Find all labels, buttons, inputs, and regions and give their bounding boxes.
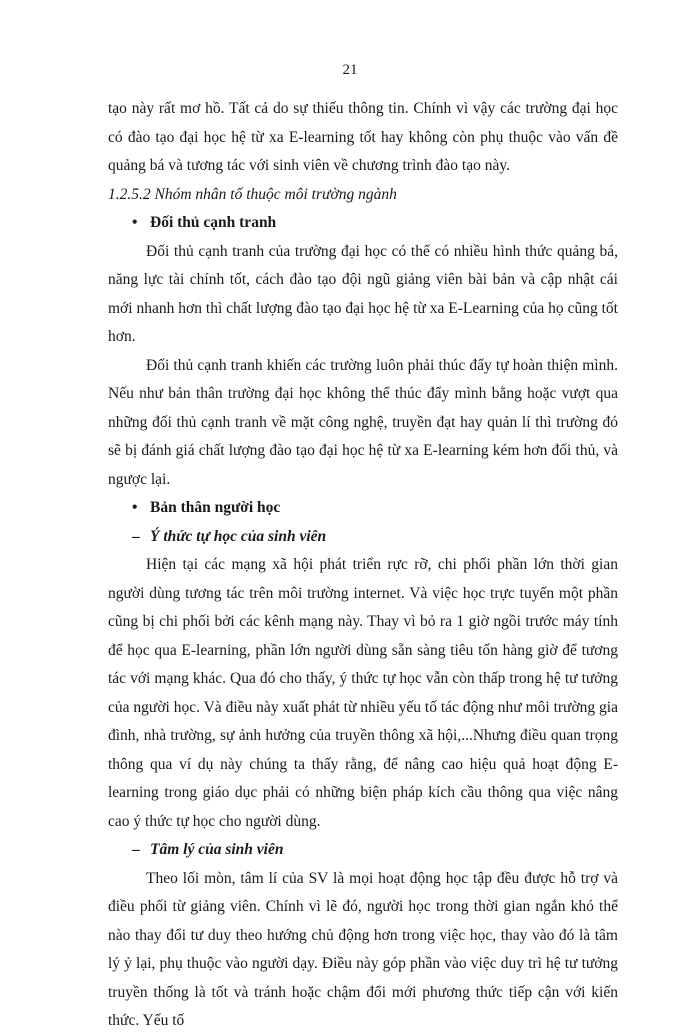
paragraph-intro: tạo này rất mơ hồ. Tất cả do sự thiếu thông tin. Chính vì vậy các trường đại học có đào tạo đại học hệ từ xa E-learning tốt hay không còn phụ thuộc vào vấn đề quảng bá và tương tác với sinh viên về chương trình đào tạo này. [108,100,618,174]
paragraph-selfstudy: Hiện tại các mạng xã hội phát triển rực rỡ, chi phối phần lớn thời gian người dùng tương tác trên môi trường internet. Và việc học trực tuyến một phần cũng bị chi phối bởi các kênh mạng này. Thay vì bỏ ra 1 giờ ngồi trước máy tính để học qua E-learning, phần lớn người dùng sẵn sàng tiêu tốn hàng giờ để tương tác với mạng khác. Qua đó cho thấy, ý thức tự học vẫn còn thấp trong hệ tư tưởng của người học. Và điều này xuất phát từ nhiều yếu tố tác động như môi trường gia đình, nhà trường, sự ảnh hưởng của truyền thông xã hội,...Nhưng điều quan trọng thông qua ví dụ này chúng ta thấy rằng, để nâng cao hiệu quả hoạt động E-learning trong giáo dục phải có những biện pháp kích cầu thông qua việc nâng cao ý thức tự học cho người dùng. [108,556,618,830]
bullet-icon: • [132,499,138,516]
dash-heading-psychology [108,836,618,865]
bullet-heading-label: Bản thân người học [150,499,281,516]
paragraph-psychology: Theo lối mòn, tâm lí của SV là mọi hoạt động học tập đều được hỗ trợ và điều phối từ giảng viên. Chính vì lẽ đó, người học trong thời gian ngắn khó thể nào thay đổi tư duy theo hướng chủ động hơn trong việc học, thay vào đó là tâm lý ỷ lại, phụ thuộc vào người dạy. Điều này góp phần vào việc duy trì hệ tư tưởng truyền thống là tốt và tránh hoặc chậm đổi mới phương thức tiếp cận với kiến thức. Yếu tố [108,869,618,1029]
paragraph-competitor-1: Đối thủ cạnh tranh của trường đại học có thể có nhiều hình thức quảng bá, năng lực tài chính tốt, cách đào tạo đội ngũ giảng viên bài bản và cập nhật cái mới nhanh hơn thì chất lượng đào tạo đại học hệ từ xa E-Learning của họ cũng tốt hơn. [108,242,618,345]
dash-heading-selfstudy [108,523,618,552]
dash-heading-label: Tâm lý của sinh viên [150,841,284,858]
page-content [108,95,618,1036]
bullet-icon: • [132,214,138,231]
bullet-heading-label: Đối thủ cạnh tranh [150,214,277,231]
page-number: 21 [342,62,358,78]
bullet-heading-learner [108,494,618,523]
bullet-heading-competitor [108,209,618,238]
section-heading: 1.2.5.2 Nhóm nhân tố thuộc môi trường ngành [108,185,397,203]
paragraph-competitor-2: Đối thủ cạnh tranh khiến các trường luôn phải thúc đẩy tự hoàn thiện mình. Nếu như bản thân trường đại học không thể thúc đẩy mình bằng hoặc vượt qua những đối thủ cạnh tranh về mặt công nghệ, truyền đạt hay quản lí thì trường đó sẽ bị đánh giá chất lượng đào tạo đại học hệ từ xa E-learning kém hơn đối thủ, và ngược lại. [108,356,618,488]
dash-heading-label: Ý thức tự học của sinh viên [150,527,327,545]
dash-icon: – [132,841,140,858]
dash-icon: – [132,527,140,545]
